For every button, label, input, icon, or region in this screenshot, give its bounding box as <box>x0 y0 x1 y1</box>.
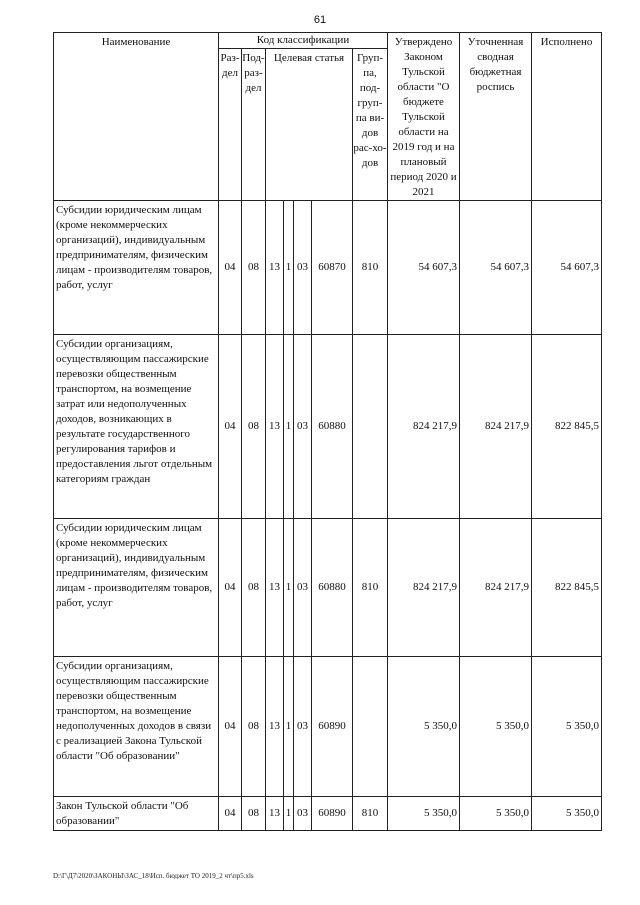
header-subsection: Под-раз-дел <box>242 49 266 201</box>
row-target-part-2: 1 <box>284 335 294 519</box>
row-executed: 822 845,5 <box>532 335 602 519</box>
row-target-part-2: 1 <box>284 797 294 831</box>
row-name: Закон Тульской области "Об образовании" <box>54 797 219 831</box>
row-target-part-3: 03 <box>294 519 312 657</box>
row-target-part-1: 13 <box>266 335 284 519</box>
row-target-part-3: 03 <box>294 657 312 797</box>
header-name: Наименование <box>54 33 219 201</box>
row-approved: 54 607,3 <box>388 201 460 335</box>
header-code-group: Код классификации <box>219 33 388 49</box>
table-row <box>54 657 602 797</box>
row-approved: 824 217,9 <box>388 335 460 519</box>
row-revised: 54 607,3 <box>460 201 532 335</box>
header-target-article: Целевая статья <box>266 49 353 201</box>
header-approved: Утверждено Законом Тульской области "О бюджете Тульской области на 2019 год и на плановый период 2020 и 2021 <box>388 33 460 201</box>
row-revised: 824 217,9 <box>460 519 532 657</box>
row-target-part-3: 03 <box>294 201 312 335</box>
row-target-part-1: 13 <box>266 797 284 831</box>
row-name: Субсидии организациям, осуществляющим пассажирские перевозки общественным транспортом, на возмещение затрат или недополученных доходов, возникающих в результате государственного регулирования тарифов и предоставления льгот отдельным категориям граждан <box>54 335 219 519</box>
table-row <box>54 519 602 657</box>
row-expense-group: 810 <box>353 201 388 335</box>
row-target-part-1: 13 <box>266 657 284 797</box>
row-target-part-4: 60880 <box>312 519 353 657</box>
row-target-part-4: 60890 <box>312 657 353 797</box>
row-target-part-4: 60870 <box>312 201 353 335</box>
header-section: Раз-дел <box>219 49 242 201</box>
row-target-part-2: 1 <box>284 201 294 335</box>
row-revised: 5 350,0 <box>460 657 532 797</box>
table-row <box>54 335 602 519</box>
row-subsection: 08 <box>242 335 266 519</box>
row-approved: 824 217,9 <box>388 519 460 657</box>
file-path-footer: D:\Г\Д7\2020\ЗАКОНЫ\ЗАС_18\Исп. бюджет ТО 2019_2 чт\пр5.xls <box>53 872 254 880</box>
row-expense-group: 810 <box>353 519 388 657</box>
row-target-part-3: 03 <box>294 335 312 519</box>
table-row <box>54 797 602 831</box>
row-target-part-3: 03 <box>294 797 312 831</box>
row-section: 04 <box>219 657 242 797</box>
row-name: Субсидии юридическим лицам (кроме некоммерческих организаций), индивидуальным предпринимателям, физическим лицам - производителям товаров, работ, услуг <box>54 201 219 335</box>
row-section: 04 <box>219 201 242 335</box>
row-subsection: 08 <box>242 797 266 831</box>
row-approved: 5 350,0 <box>388 657 460 797</box>
row-name: Субсидии организациям, осуществляющим пассажирские перевозки общественным транспортом, на возмещение недополученных доходов в связи с реализацией Закона Тульской области "Об образовании" <box>54 657 219 797</box>
row-subsection: 08 <box>242 519 266 657</box>
row-executed: 5 350,0 <box>532 797 602 831</box>
row-expense-group <box>353 657 388 797</box>
row-target-part-4: 60890 <box>312 797 353 831</box>
row-target-part-2: 1 <box>284 657 294 797</box>
row-section: 04 <box>219 335 242 519</box>
header-row-1 <box>54 33 602 49</box>
row-approved: 5 350,0 <box>388 797 460 831</box>
row-executed: 54 607,3 <box>532 201 602 335</box>
header-executed: Исполнено <box>532 33 602 201</box>
row-revised: 824 217,9 <box>460 335 532 519</box>
row-executed: 5 350,0 <box>532 657 602 797</box>
row-target-part-1: 13 <box>266 201 284 335</box>
page-number: 61 <box>313 14 327 26</box>
row-expense-group: 810 <box>353 797 388 831</box>
header-revised: Уточненная сводная бюджетная роспись <box>460 33 532 201</box>
row-name: Субсидии юридическим лицам (кроме некоммерческих организаций), индивидуальным предпринимателям, физическим лицам - производителям товаров, работ, услуг <box>54 519 219 657</box>
row-target-part-1: 13 <box>266 519 284 657</box>
header-expense-group: Груп-па, под-груп-па ви-дов рас-хо-дов <box>353 49 388 201</box>
table-row <box>54 201 602 335</box>
row-section: 04 <box>219 519 242 657</box>
row-revised: 5 350,0 <box>460 797 532 831</box>
row-target-part-2: 1 <box>284 519 294 657</box>
row-expense-group <box>353 335 388 519</box>
row-section: 04 <box>219 797 242 831</box>
row-subsection: 08 <box>242 657 266 797</box>
row-target-part-4: 60880 <box>312 335 353 519</box>
row-executed: 822 845,5 <box>532 519 602 657</box>
budget-table <box>53 32 602 831</box>
row-subsection: 08 <box>242 201 266 335</box>
